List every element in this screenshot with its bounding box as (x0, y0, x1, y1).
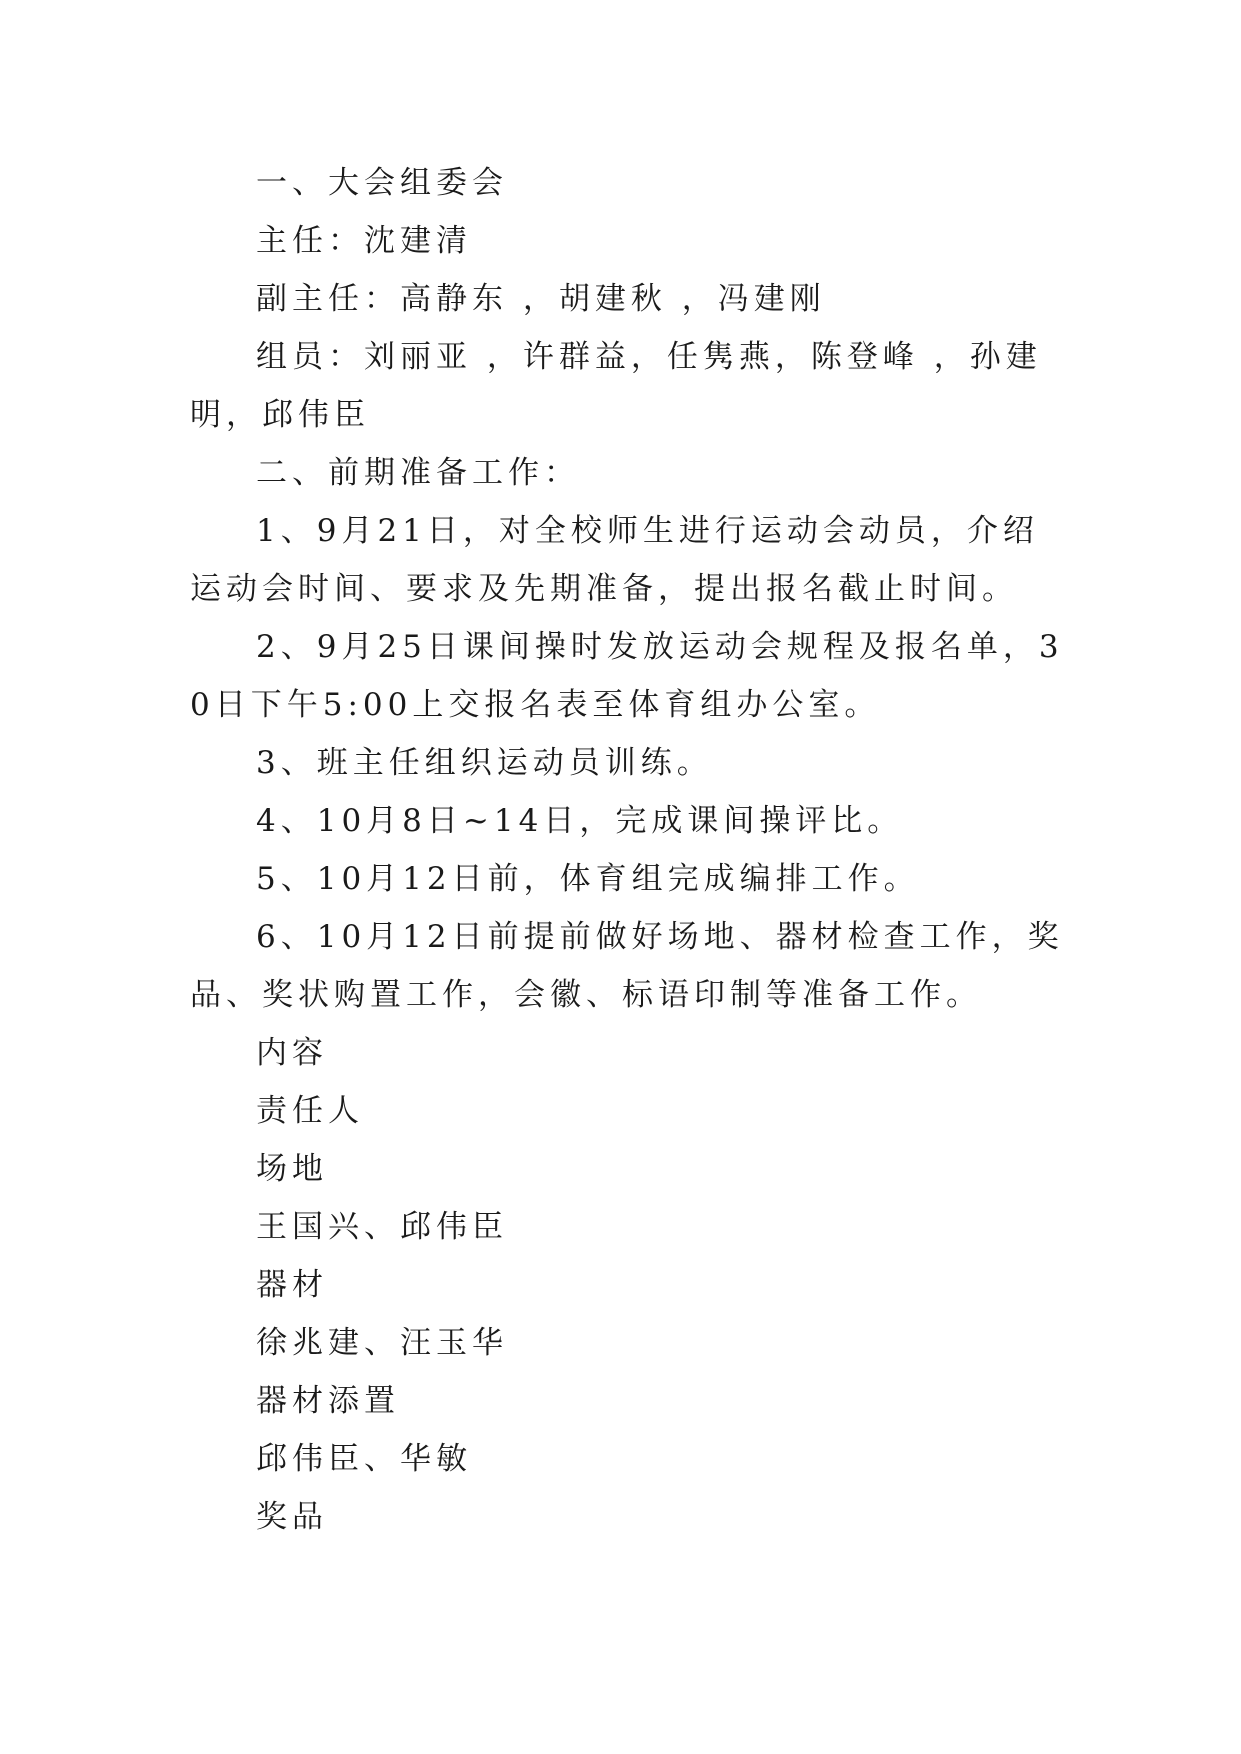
table-header-content: 内容 (256, 1035, 328, 1071)
task-venue: 场地 (256, 1151, 328, 1187)
prep-item-3: 3、班主任组织运动员训练。 (256, 745, 713, 781)
deputy-director-line: 副主任：高静东 ，胡建秋 ，冯建刚 (256, 281, 826, 317)
task-equipment-purchase: 器材添置 (256, 1383, 400, 1419)
document-body (190, 154, 1070, 1546)
prep-item-4: 4、10月8日~14日，完成课间操评比。 (256, 803, 904, 839)
prep-item-6: 6、10月12日前提前做好场地、器材检查工作，奖品、奖状购置工作，会徽、标语印制等准备工作。 (190, 919, 1064, 1013)
section-heading-preparation: 二、前期准备工作： (256, 455, 580, 491)
venue-responsible: 王国兴、邱伟臣 (256, 1209, 508, 1245)
section-heading-organizing-committee: 一、大会组委会 (256, 165, 508, 201)
prep-item-1: 1、9月21日，对全校师生进行运动会动员，介绍运动会时间、要求及先期准备，提出报名截止时间。 (190, 513, 1039, 607)
prep-item-2: 2、9月25日课间操时发放运动会规程及报名单，30日下午5:00上交报名表至体育组办公室。 (190, 629, 1064, 723)
task-equipment: 器材 (256, 1267, 328, 1303)
prep-item-5: 5、10月12日前，体育组完成编排工作。 (256, 861, 920, 897)
equipment-purchase-responsible: 邱伟臣、华敏 (256, 1441, 472, 1477)
equipment-responsible: 徐兆建、汪玉华 (256, 1325, 508, 1361)
members-line: 组员：刘丽亚 ，许群益，任隽燕，陈登峰 ，孙建明，邱伟臣 (190, 339, 1042, 433)
table-header-responsible: 责任人 (256, 1093, 364, 1129)
task-prizes: 奖品 (256, 1499, 328, 1535)
director-line: 主任：沈建清 (256, 223, 472, 259)
